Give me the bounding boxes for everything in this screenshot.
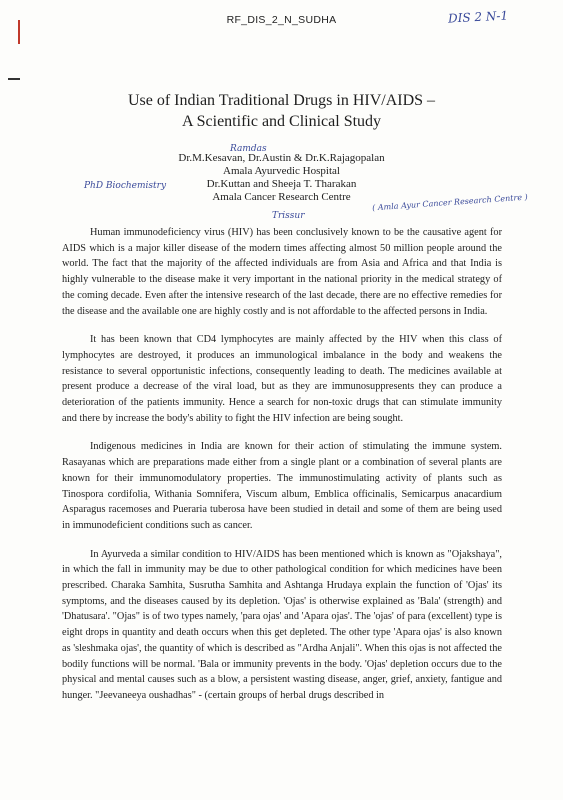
handwritten-note-trissur: Trissur (272, 211, 305, 221)
handwritten-note-ramdas: Ramdas (230, 144, 267, 154)
paragraph-1: Human immunodeficiency virus (HIV) has been conclusively known to be the causative agent for AIDS which is a major killer disease of the modern times affecting almost 50 million people around the world. The fact that the majority of the affected individuals are from Asia and Africa and that India is highly vulnerable to the disease make it very important in the national priority in the medical strategy of the coming decade. Even after the intensive research of the last decade, there are no effective remedies for the disease and the available one are highly costly and is not affordable to the affected persons in India. (62, 227, 502, 317)
handwritten-note-affiliation: ( Amla Ayur Cancer Research Centre ) (371, 192, 528, 213)
affiliation-line-1: Amala Ayurvedic Hospital (223, 165, 340, 177)
paragraph-3: Indigenous medicines in India are known for their action of stimulating the immune system. Rasayanas which are preparations made either from a single plant or a combination of several plants are known for their immunomodulatory properties. The immunostimulating activity of plants such as Tinospora cordifolia, Withania Somnifera, Viscum album, Emblica officinalis, Semicarpus anacardium Asparagus racemoses and Pueraria tuberosa have been studied in detail and some of them are being used in immunodeficient conditions such as cancer. (62, 441, 502, 531)
author-line-2: Dr.Kuttan and Sheeja T. Tharakan (206, 178, 357, 190)
handwritten-corner-note: DIS 2 N-1 (447, 8, 509, 26)
body-text (62, 225, 502, 717)
paragraph-2: It has been known that CD4 lymphocytes are mainly affected by the HIV when this class of lymphocytes are destroyed, it produces an immunological imbalance in the body and weakens the resistance to several opportunistic infections, consequently leading to death. The medicines available at present produce a decrease of the viral load, but as they are immunosuppresents they can produce a deterioration of the patients immunity. Hence a search for non-toxic drugs that can stimulate immunity and there by increase the body's ability to fight the HIV infection are being sought. (62, 334, 502, 424)
author-line-1: Dr.M.Kesavan, Dr.Austin & Dr.K.Rajagopalan (178, 152, 385, 164)
document-code: RF_DIS_2_N_SUDHA (226, 14, 337, 26)
title-line-1: Use of Indian Traditional Drugs in HIV/AIDS – (127, 92, 436, 109)
affiliation-line-2: Amala Cancer Research Centre (212, 191, 351, 203)
handwritten-note-phd: PhD Biochemistry (84, 181, 167, 191)
margin-dash-mark (8, 78, 20, 80)
paper-title (0, 90, 563, 132)
paragraph-4: In Ayurveda a similar condition to HIV/AIDS has been mentioned which is known as "Ojakshaya", in which the fall in immunity may be due to other pathological condition for which medicines have been prescribed. Charaka Samhita, Susrutha Samhita and Ashtanga Hrudaya explain the function of 'Ojas' its symptoms, and the diseases caused by its depletion. 'Ojas' is otherwise explained as 'Bala' (strength) and 'Dhatusara'. "Ojas" is of two types namely, 'para ojas' and 'Apara ojas'. The 'ojas' of para (excellent) type is eight drops in quantity and death occurs when this get depleted. The other type 'Apara ojas' is also known as 'sleshmaka ojas', the quantity of which is described as "Ardha Anjali". When this ojas is not affected the bodily functions will be normal. 'Bala or immunity prevents in the body. 'Ojas' depletion occurs due to the physical and mental causes such as a blow, a persistent wasting disease, anger, grief, anxiety, fantigue and hunger. "Jeevaneeya oushadhas" - (certain groups of herbal drugs described in (62, 548, 502, 701)
title-line-2: A Scientific and Clinical Study (181, 113, 382, 130)
